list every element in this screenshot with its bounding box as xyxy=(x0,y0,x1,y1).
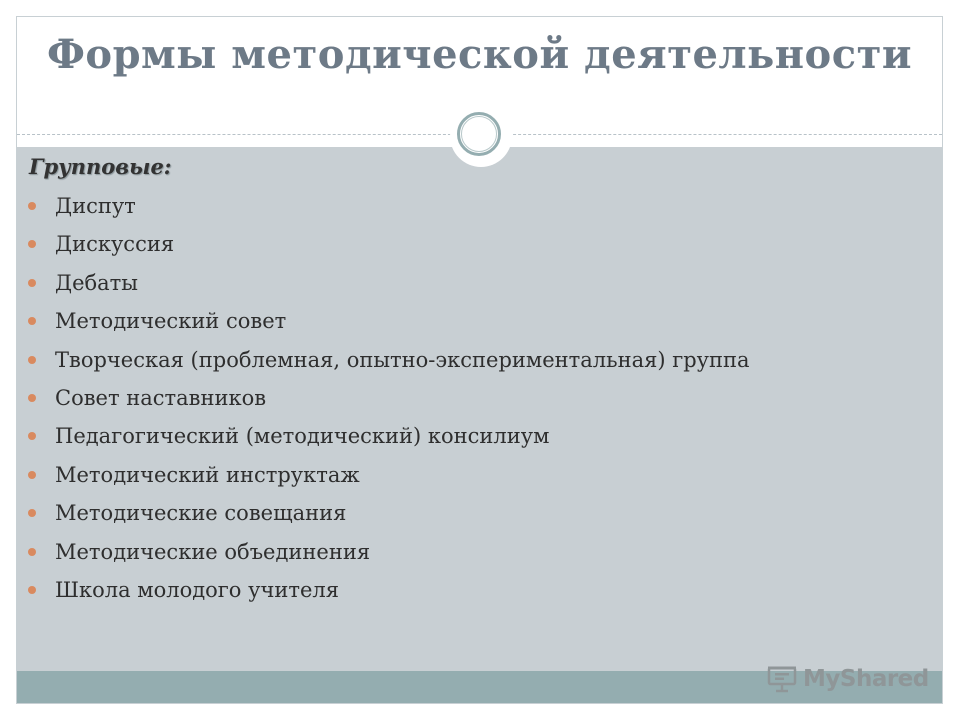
divider-inner-ring xyxy=(461,116,497,152)
section-heading: Групповые: xyxy=(29,154,172,179)
bullet-icon xyxy=(28,548,36,556)
list-item-label: Школа молодого учителя xyxy=(55,577,339,602)
bullet-icon xyxy=(28,317,36,325)
bullet-icon xyxy=(28,586,36,594)
list-item xyxy=(17,494,750,532)
myshared-watermark xyxy=(767,659,929,699)
bullet-icon xyxy=(28,279,36,287)
bullet-icon xyxy=(28,356,36,364)
list-item xyxy=(17,264,750,302)
bullet-icon xyxy=(28,471,36,479)
list-item xyxy=(17,187,750,225)
slide-title: Формы методической деятельности xyxy=(46,31,913,78)
bullet-icon xyxy=(28,394,36,402)
list-item xyxy=(17,571,750,609)
list-item-label: Методические совещания xyxy=(55,501,347,526)
list-item xyxy=(17,341,750,379)
list-item-label: Педагогический (методический) консилиум xyxy=(55,424,550,449)
bullet-icon xyxy=(28,509,36,517)
list-item-label: Методический совет xyxy=(55,309,287,334)
list-item-label: Диспут xyxy=(55,194,136,218)
bullet-icon xyxy=(28,432,36,440)
list-item xyxy=(17,225,750,263)
list-item xyxy=(17,379,750,417)
list-item-label: Творческая (проблемная, опытно-экспериментальная) группа xyxy=(55,347,750,372)
list-item-label: Методические объединения xyxy=(55,539,371,564)
presentation-board-icon xyxy=(767,665,797,693)
bullet-icon xyxy=(28,202,36,210)
watermark-text: MyShared xyxy=(803,666,929,692)
list-item xyxy=(17,417,750,455)
list-item-label: Методический инструктаж xyxy=(55,462,360,487)
list-item xyxy=(17,302,750,340)
list-item-label: Совет наставников xyxy=(55,385,267,410)
slide xyxy=(16,16,943,704)
list-item-label: Дебаты xyxy=(55,270,138,295)
bullet-icon xyxy=(28,240,36,248)
forms-list xyxy=(17,187,750,609)
list-item xyxy=(17,456,750,494)
list-item-label: Дискуссия xyxy=(55,232,175,257)
list-item xyxy=(17,533,750,571)
